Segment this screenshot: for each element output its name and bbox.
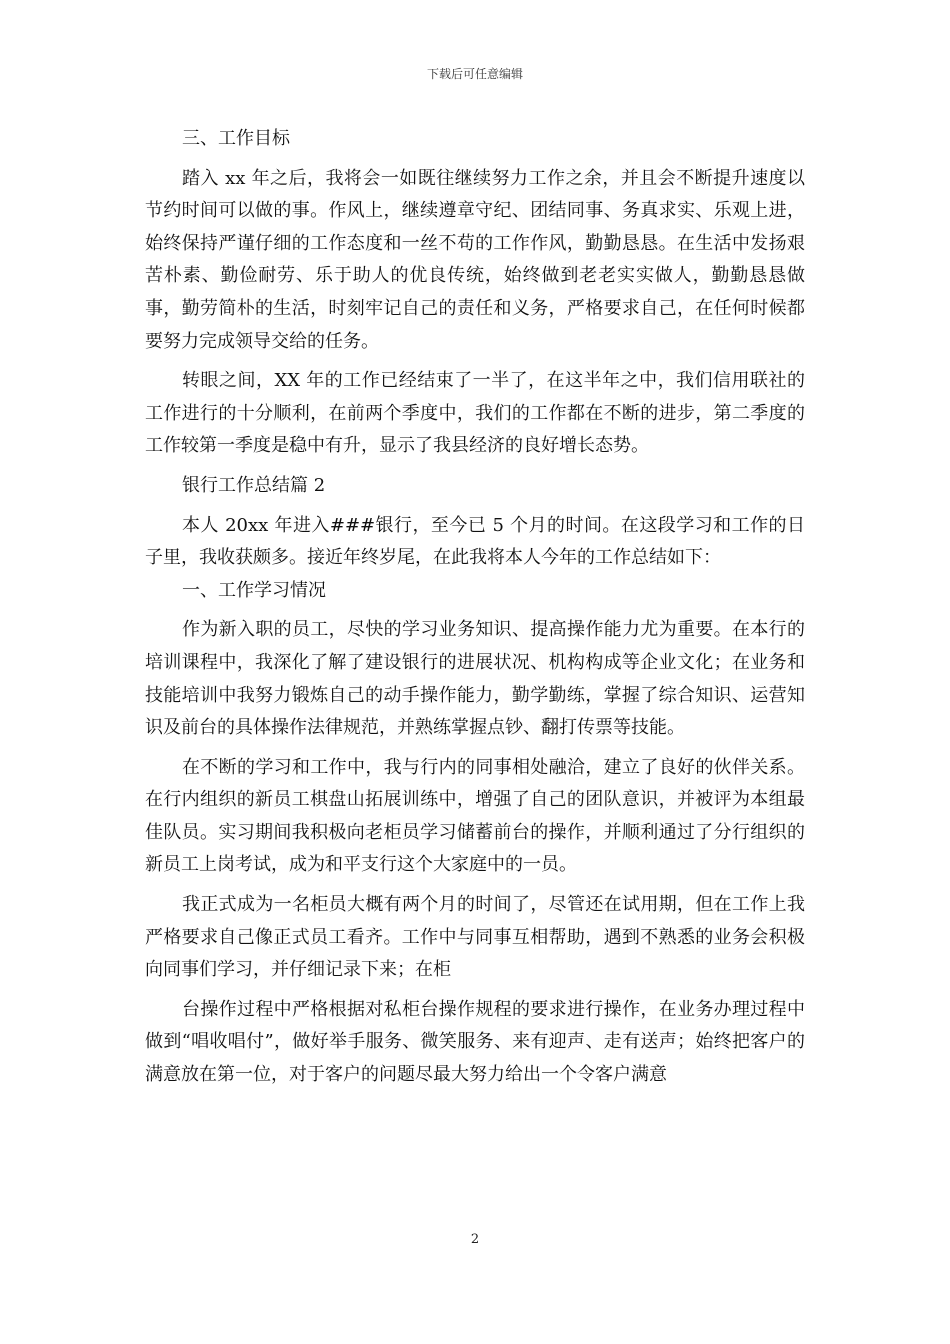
section-heading-goals: 三、工作目标	[182, 128, 290, 149]
page-header-note: 下载后可任意编辑	[426, 67, 523, 81]
document-body	[145, 123, 805, 1092]
paragraph: 在不断的学习和工作中，我与行内的同事相处融洽，建立了良好的伙伴关系。在行内组织的新员工棋盘山拓展训练中，增强了自己的团队意识，并被评为本组最佳队员。实习期间我积极向老柜员学习储蓄前台的操作，并顺利通过了分行组织的新员工上岗考试，成为和平支行这个大家庭中的一员。	[145, 756, 805, 876]
article-title: 银行工作总结篇 2	[182, 474, 326, 496]
page-number: 2	[470, 1232, 480, 1247]
paragraph: 本人 20xx 年进入###银行，至今已 5 个月的时间。在这段学习和工作的日子里，我收获颇多。接近年终岁尾，在此我将本人今年的工作总结如下：	[145, 514, 805, 569]
paragraph: 台操作过程中严格根据对私柜台操作规程的要求进行操作，在业务办理过程中做到“唱收唱付”，做好举手服务、微笑服务、来有迎声、走有送声；始终把客户的满意放在第一位，对于客户的问题尽最大努力给出一个令客户满意	[145, 998, 805, 1086]
paragraph: 踏入 xx 年之后，我将会一如既往继续努力工作之余，并且会不断提升速度以节约时间可以做的事。作风上，继续遵章守纪、团结同事、务真求实、乐观上进，始终保持严谨仔细的工作态度和一丝不苟的工作作风，勤勤恳恳。在生活中发扬艰苦朴素、勤俭耐劳、乐于助人的优良传统，始终做到老老实实做人，勤勤恳恳做事，勤劳简朴的生活，时刻牢记自己的责任和义务，严格要求自己，在任何时候都要努力完成领导交给的任务。	[145, 167, 805, 352]
paragraph: 我正式成为一名柜员大概有两个月的时间了，尽管还在试用期，但在工作上我严格要求自己像正式员工看齐。工作中与同事互相帮助，遇到不熟悉的业务会积极向同事们学习，并仔细记录下来；在柜	[145, 894, 805, 981]
paragraph: 转眼之间，XX 年的工作已经结束了一半了，在这半年之中，我们信用联社的工作进行的十分顺利，在前两个季度中，我们的工作都在不断的进步，第二季度的工作较第一季度是稳中有升，显示了我县经济的良好增长态势。	[145, 370, 805, 457]
paragraph: 作为新入职的员工，尽快的学习业务知识、提高操作能力尤为重要。在本行的培训课程中，我深化了解了建设银行的进展状况、机构构成等企业文化；在业务和技能培训中我努力锻炼自己的动手操作能力，勤学勤练，掌握了综合知识、运营知识及前台的具体操作法律规范，并熟练掌握点钞、翻打传票等技能。	[145, 619, 805, 739]
section-heading-study: 一、工作学习情况	[182, 579, 326, 601]
